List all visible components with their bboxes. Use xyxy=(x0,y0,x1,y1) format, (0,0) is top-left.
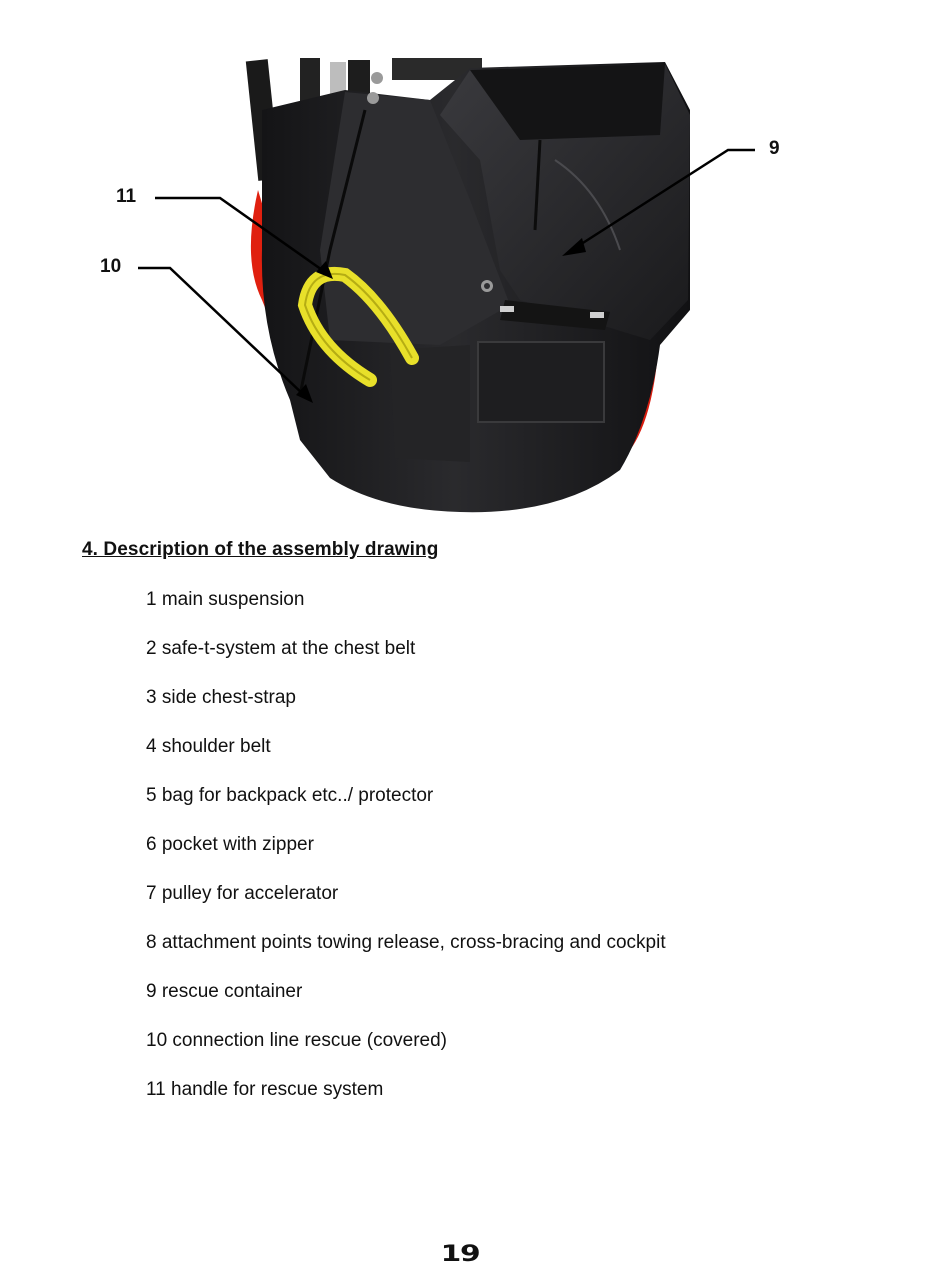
list-item: 11 handle for rescue system xyxy=(146,1079,384,1100)
list-item: 8 attachment points towing release, cross-bracing and cockpit xyxy=(146,932,666,953)
callout-label-11: 11 xyxy=(116,186,137,207)
front-pocket xyxy=(478,342,604,422)
parts-list xyxy=(146,588,666,1127)
harness-illustration xyxy=(0,0,950,530)
list-item: 5 bag for backpack etc../ protector xyxy=(146,785,434,806)
section-heading: 4. Description of the assembly drawing xyxy=(82,539,439,560)
list-item: 4 shoulder belt xyxy=(146,736,271,757)
harness-figure xyxy=(0,0,950,530)
list-item: 3 side chest-strap xyxy=(146,687,296,708)
list-item: 9 rescue container xyxy=(146,981,303,1002)
list-item: 6 pocket with zipper xyxy=(146,834,314,855)
callout-label-9: 9 xyxy=(769,138,780,159)
list-item: 1 main suspension xyxy=(146,589,305,610)
list-item: 10 connection line rescue (covered) xyxy=(146,1030,448,1051)
callout-label-10: 10 xyxy=(100,256,122,277)
page-number: 19 xyxy=(440,1242,480,1267)
list-item: 7 pulley for accelerator xyxy=(146,883,339,904)
list-item: 2 safe-t-system at the chest belt xyxy=(146,638,416,659)
